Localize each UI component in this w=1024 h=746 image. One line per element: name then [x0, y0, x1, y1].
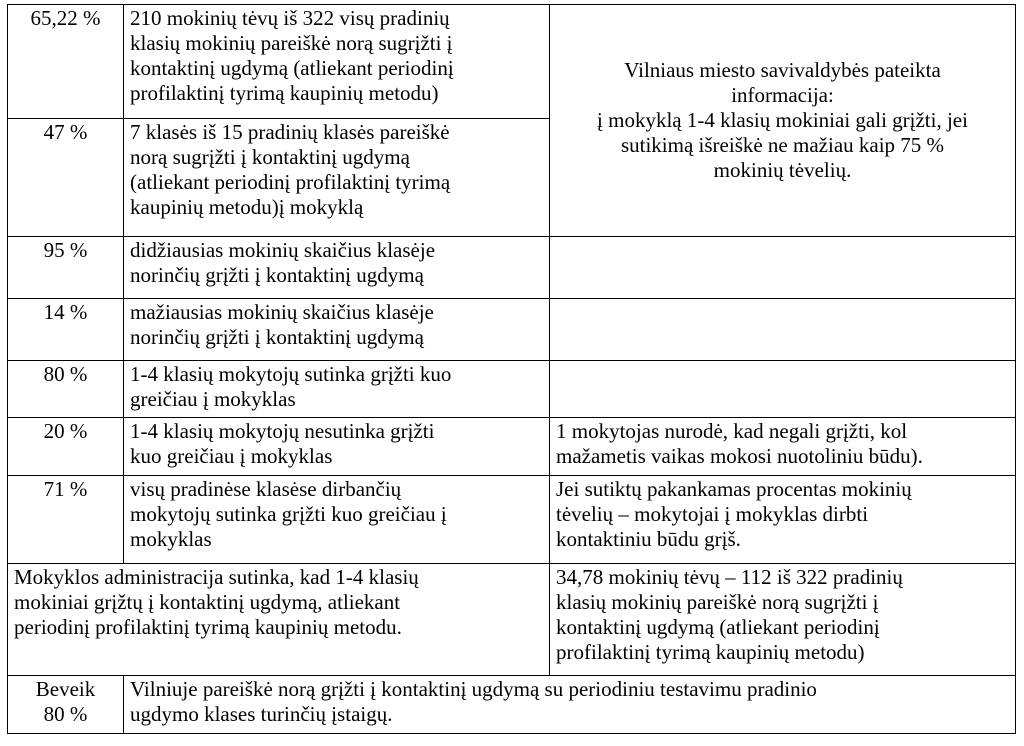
note-cell: 34,78 mokinių tėvų – 112 iš 322 pradinių klasių mokinių pareiškė norą sugrįžti į kontaktinį ugdymą (atliekant periodinį profilaktinį tyrimą kaupinių metodu)	[550, 564, 1016, 676]
table-row	[8, 676, 1016, 734]
percentage-cell: 71 %	[8, 476, 124, 564]
table-row	[8, 476, 1016, 564]
percentage-cell: 95 %	[8, 237, 124, 299]
survey-results-table	[7, 4, 1016, 734]
municipality-note-cell: Vilniaus miesto savivaldybės pateikta informacija: į mokyklą 1-4 klasių mokiniai gali grįžti, jei sutikimą išreiškė ne mažiau kaip 75 % mokinių tėvelių.	[550, 5, 1016, 237]
table-row	[8, 361, 1016, 418]
description-cell: 7 klasės iš 15 pradinių klasės pareiškė norą sugrįžti į kontaktinį ugdymą (atliekant periodinį profilaktinį tyrimą kaupinių metodu)į mokyklą	[124, 119, 550, 237]
administration-cell: Mokyklos administracija sutinka, kad 1-4 klasių mokiniai grįžtų į kontaktinį ugdymą, atliekant periodinį profilaktinį tyrimą kaupinių metodu.	[8, 564, 550, 676]
vilnius-summary-cell: Vilniuje pareiškė norą grįžti į kontaktinį ugdymą su periodiniu testavimu pradinio ugdymo klases turinčių įstaigų.	[124, 676, 1016, 734]
table-row	[8, 237, 1016, 299]
note-cell: 1 mokytojas nurodė, kad negali grįžti, kol mažametis vaikas mokosi nuotoliniu būdu).	[550, 418, 1016, 476]
note-cell	[550, 299, 1016, 361]
table-row	[8, 299, 1016, 361]
percentage-cell: 80 %	[8, 361, 124, 418]
table-row	[8, 5, 1016, 119]
table-row	[8, 564, 1016, 676]
percentage-cell: 14 %	[8, 299, 124, 361]
table-row	[8, 418, 1016, 476]
description-cell: visų pradinėse klasėse dirbančių mokytojų sutinka grįžti kuo greičiau į mokyklas	[124, 476, 550, 564]
percentage-cell: 20 %	[8, 418, 124, 476]
description-cell: 1-4 klasių mokytojų nesutinka grįžti kuo greičiau į mokyklas	[124, 418, 550, 476]
description-cell: didžiausias mokinių skaičius klasėje norinčių grįžti į kontaktinį ugdymą	[124, 237, 550, 299]
percentage-cell: 65,22 %	[8, 5, 124, 119]
description-cell: 1-4 klasių mokytojų sutinka grįžti kuo greičiau į mokyklas	[124, 361, 550, 418]
note-cell	[550, 361, 1016, 418]
percentage-cell: Beveik 80 %	[8, 676, 124, 734]
description-cell: mažiausias mokinių skaičius klasėje norinčių grįžti į kontaktinį ugdymą	[124, 299, 550, 361]
note-cell: Jei sutiktų pakankamas procentas mokinių tėvelių – mokytojai į mokyklas dirbti kontaktiniu būdu grįš.	[550, 476, 1016, 564]
percentage-cell: 47 %	[8, 119, 124, 237]
note-cell	[550, 237, 1016, 299]
description-cell: 210 mokinių tėvų iš 322 visų pradinių klasių mokinių pareiškė norą sugrįžti į kontaktinį ugdymą (atliekant periodinį profilaktinį tyrimą kaupinių metodu)	[124, 5, 550, 119]
